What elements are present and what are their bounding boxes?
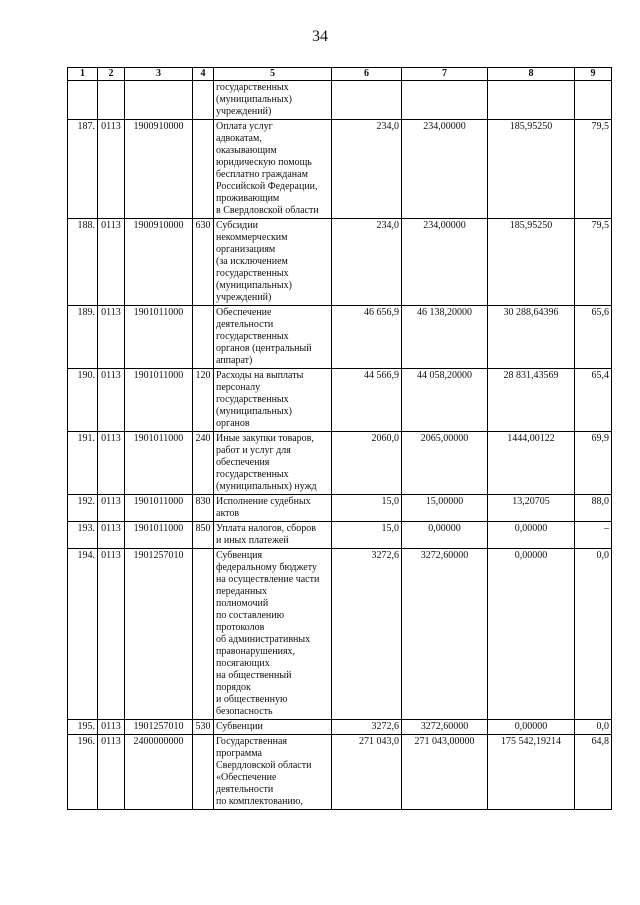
item-name-line: Субвенция <box>216 550 263 561</box>
column-header: 5 <box>214 68 332 81</box>
target-item-cell: 1901257010 <box>125 720 193 735</box>
executed-amount-cell: 175 542,19214 <box>488 735 575 810</box>
budget-table <box>67 67 612 810</box>
expense-type-cell: 830 <box>193 495 214 522</box>
header-row <box>68 68 612 81</box>
planned-amount-cell: 2065,00000 <box>402 432 488 495</box>
item-name-cell <box>214 81 332 120</box>
executed-amount-cell: 13,20705 <box>488 495 575 522</box>
item-name-line: на общественный <box>216 670 292 681</box>
planned-amount-cell: 46 138,20000 <box>402 306 488 369</box>
approved-amount-cell: 3272,6 <box>332 720 402 735</box>
executed-amount-cell: 185,95250 <box>488 120 575 219</box>
expense-type-cell <box>193 549 214 720</box>
item-name-cell <box>214 720 332 735</box>
planned-amount-cell: 44 058,20000 <box>402 369 488 432</box>
item-name-line: (муниципальных) <box>216 406 292 417</box>
table-row <box>68 219 612 306</box>
approved-amount-cell: 44 566,9 <box>332 369 402 432</box>
section-code-cell: 0113 <box>98 495 125 522</box>
item-name-line: на осуществление части <box>216 574 320 585</box>
table-row <box>68 432 612 495</box>
section-code-cell: 0113 <box>98 306 125 369</box>
approved-amount-cell: 15,0 <box>332 495 402 522</box>
item-name-line: государственных <box>216 268 289 279</box>
item-name-line: безопасность <box>216 706 273 717</box>
table-body <box>68 81 612 810</box>
section-code-cell: 0113 <box>98 720 125 735</box>
item-name-line: «Обеспечение <box>216 772 277 783</box>
item-name-line: работ и услуг для <box>216 445 291 456</box>
item-name-line: в Свердловской области <box>216 205 319 216</box>
row-number-cell <box>68 81 98 120</box>
planned-amount-cell: 0,00000 <box>402 522 488 549</box>
item-name-line: аппарат) <box>216 355 253 366</box>
table-row <box>68 306 612 369</box>
item-name-line: Иные закупки товаров, <box>216 433 314 444</box>
row-number-cell: 193. <box>68 522 98 549</box>
percent-cell: 69,9 <box>575 432 612 495</box>
item-name-cell <box>214 432 332 495</box>
item-name-line: государственных <box>216 469 289 480</box>
item-name-line: органов <box>216 418 250 429</box>
planned-amount-cell: 3272,60000 <box>402 720 488 735</box>
item-name-line: адвокатам, <box>216 133 262 144</box>
percent-cell: 65,4 <box>575 369 612 432</box>
item-name-line: учреждений) <box>216 106 272 117</box>
item-name-line: обеспечения <box>216 457 270 468</box>
item-name-line: Обеспечение <box>216 307 272 318</box>
item-name-line: Уплата налогов, сборов <box>216 523 316 534</box>
row-number-cell: 190. <box>68 369 98 432</box>
item-name-cell <box>214 735 332 810</box>
section-code-cell <box>98 81 125 120</box>
section-code-cell: 0113 <box>98 735 125 810</box>
item-name-line: (муниципальных) <box>216 280 292 291</box>
item-name-line: посягающих <box>216 658 270 669</box>
target-item-cell: 1901011000 <box>125 369 193 432</box>
item-name-line: бесплатно гражданам <box>216 169 308 180</box>
expense-type-cell <box>193 306 214 369</box>
executed-amount-cell: 0,00000 <box>488 720 575 735</box>
expense-type-cell <box>193 81 214 120</box>
item-name-cell <box>214 219 332 306</box>
target-item-cell: 1901011000 <box>125 522 193 549</box>
item-name-line: юридическую помощь <box>216 157 312 168</box>
section-code-cell: 0113 <box>98 120 125 219</box>
item-name-line: некоммерческим <box>216 232 288 243</box>
percent-cell: 0,0 <box>575 549 612 720</box>
item-name-cell <box>214 522 332 549</box>
item-name-line: Субвенции <box>216 721 263 732</box>
percent-cell: 79,5 <box>575 219 612 306</box>
item-name-line: порядок <box>216 682 251 693</box>
percent-cell: 0,0 <box>575 720 612 735</box>
approved-amount-cell: 2060,0 <box>332 432 402 495</box>
item-name-line: Расходы на выплаты <box>216 370 304 381</box>
item-name-cell <box>214 369 332 432</box>
target-item-cell: 2400000000 <box>125 735 193 810</box>
item-name-line: и иных платежей <box>216 535 289 546</box>
planned-amount-cell: 3272,60000 <box>402 549 488 720</box>
section-code-cell: 0113 <box>98 432 125 495</box>
row-number-cell: 194. <box>68 549 98 720</box>
item-name-line: Оплата услуг <box>216 121 273 132</box>
planned-amount-cell <box>402 81 488 120</box>
executed-amount-cell: 28 831,43569 <box>488 369 575 432</box>
section-code-cell: 0113 <box>98 522 125 549</box>
item-name-line: (муниципальных) нужд <box>216 481 317 492</box>
column-header: 4 <box>193 68 214 81</box>
expense-type-cell: 120 <box>193 369 214 432</box>
item-name-line: государственных <box>216 82 289 93</box>
expense-type-cell: 530 <box>193 720 214 735</box>
table-row <box>68 720 612 735</box>
item-name-line: федеральному бюджету <box>216 562 317 573</box>
executed-amount-cell: 0,00000 <box>488 522 575 549</box>
percent-cell: – <box>575 522 612 549</box>
target-item-cell: 1901257010 <box>125 549 193 720</box>
item-name-line: Российской Федерации, <box>216 181 318 192</box>
approved-amount-cell: 234,0 <box>332 120 402 219</box>
executed-amount-cell: 0,00000 <box>488 549 575 720</box>
row-number-cell: 188. <box>68 219 98 306</box>
target-item-cell: 1900910000 <box>125 219 193 306</box>
table-row <box>68 81 612 120</box>
item-name-line: государственных <box>216 331 289 342</box>
target-item-cell: 1901011000 <box>125 432 193 495</box>
table-row <box>68 549 612 720</box>
section-code-cell: 0113 <box>98 219 125 306</box>
item-name-line: (за исключением <box>216 256 288 267</box>
item-name-line: правонарушениях, <box>216 646 296 657</box>
target-item-cell: 1900910000 <box>125 120 193 219</box>
approved-amount-cell: 234,0 <box>332 219 402 306</box>
column-header: 6 <box>332 68 402 81</box>
item-name-line: оказывающим <box>216 145 277 156</box>
percent-cell: 65,6 <box>575 306 612 369</box>
item-name-line: Государственная <box>216 736 288 747</box>
item-name-line: Исполнение судебных <box>216 496 311 507</box>
item-name-line: деятельности <box>216 319 274 330</box>
item-name-cell <box>214 306 332 369</box>
target-item-cell: 1901011000 <box>125 306 193 369</box>
executed-amount-cell: 185,95250 <box>488 219 575 306</box>
item-name-line: полномочий <box>216 598 269 609</box>
approved-amount-cell: 3272,6 <box>332 549 402 720</box>
table-row <box>68 522 612 549</box>
planned-amount-cell: 15,00000 <box>402 495 488 522</box>
column-header: 7 <box>402 68 488 81</box>
row-number-cell: 189. <box>68 306 98 369</box>
target-item-cell <box>125 81 193 120</box>
item-name-line: Свердловской области <box>216 760 312 771</box>
item-name-line: протоколов <box>216 622 265 633</box>
column-header: 9 <box>575 68 612 81</box>
planned-amount-cell: 234,00000 <box>402 219 488 306</box>
target-item-cell: 1901011000 <box>125 495 193 522</box>
table-row <box>68 369 612 432</box>
column-header: 8 <box>488 68 575 81</box>
item-name-cell <box>214 120 332 219</box>
section-code-cell: 0113 <box>98 369 125 432</box>
executed-amount-cell: 30 288,64396 <box>488 306 575 369</box>
item-name-line: государственных <box>216 394 289 405</box>
row-number-cell: 195. <box>68 720 98 735</box>
page-number: 34 <box>312 28 328 45</box>
executed-amount-cell: 1444,00122 <box>488 432 575 495</box>
table-row <box>68 495 612 522</box>
expense-type-cell <box>193 735 214 810</box>
column-header: 2 <box>98 68 125 81</box>
item-name-cell <box>214 495 332 522</box>
approved-amount-cell: 15,0 <box>332 522 402 549</box>
item-name-line: персоналу <box>216 382 261 393</box>
row-number-cell: 191. <box>68 432 98 495</box>
item-name-line: по комплектованию, <box>216 796 303 807</box>
column-header: 1 <box>68 68 98 81</box>
planned-amount-cell: 271 043,00000 <box>402 735 488 810</box>
item-name-line: проживающим <box>216 193 280 204</box>
item-name-line: организациям <box>216 244 276 255</box>
approved-amount-cell: 46 656,9 <box>332 306 402 369</box>
item-name-cell <box>214 549 332 720</box>
percent-cell: 88,0 <box>575 495 612 522</box>
item-name-line: органов (центральный <box>216 343 312 354</box>
column-header: 3 <box>125 68 193 81</box>
expense-type-cell: 630 <box>193 219 214 306</box>
row-number-cell: 192. <box>68 495 98 522</box>
approved-amount-cell: 271 043,0 <box>332 735 402 810</box>
expense-type-cell: 850 <box>193 522 214 549</box>
item-name-line: деятельности <box>216 784 274 795</box>
table-row <box>68 735 612 810</box>
item-name-line: учреждений) <box>216 292 272 303</box>
item-name-line: актов <box>216 508 240 519</box>
section-code-cell: 0113 <box>98 549 125 720</box>
item-name-line: (муниципальных) <box>216 94 292 105</box>
row-number-cell: 196. <box>68 735 98 810</box>
percent-cell <box>575 81 612 120</box>
item-name-line: Субсидии <box>216 220 258 231</box>
item-name-line: по составлению <box>216 610 285 621</box>
item-name-line: программа <box>216 748 262 759</box>
row-number-cell: 187. <box>68 120 98 219</box>
executed-amount-cell <box>488 81 575 120</box>
approved-amount-cell <box>332 81 402 120</box>
planned-amount-cell: 234,00000 <box>402 120 488 219</box>
percent-cell: 79,5 <box>575 120 612 219</box>
item-name-line: об административных <box>216 634 311 645</box>
expense-type-cell <box>193 120 214 219</box>
item-name-line: переданных <box>216 586 268 597</box>
expense-type-cell: 240 <box>193 432 214 495</box>
item-name-line: и общественную <box>216 694 288 705</box>
percent-cell: 64,8 <box>575 735 612 810</box>
table-row <box>68 120 612 219</box>
